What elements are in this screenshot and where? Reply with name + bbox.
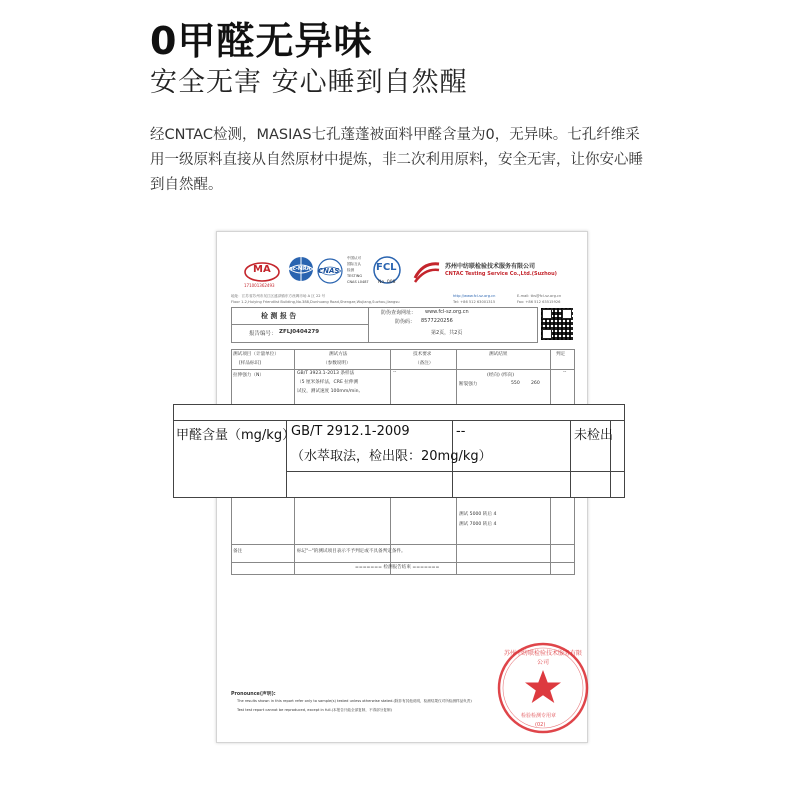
report-no-label: 报告编号： bbox=[249, 331, 277, 337]
fcl-logo bbox=[369, 254, 405, 292]
ma-text: MA bbox=[253, 264, 271, 275]
report-title: 检 测 报 告 bbox=[261, 312, 297, 320]
ma-code: 171001362493 bbox=[244, 283, 275, 288]
cnas-logo bbox=[315, 257, 345, 289]
pronounce-1: The results shown in this report refer only to sample(s) tested unless otherwise stated.(除非有其他说明，检测结果仅对所检测样品负责) bbox=[237, 699, 472, 703]
abrasion-row-2: 测试 7000 转后 4 bbox=[459, 522, 497, 527]
remark-label: 备注 bbox=[233, 549, 243, 554]
cert-line-2: 国际互认 bbox=[347, 262, 361, 266]
ilac-globe-icon bbox=[285, 256, 317, 292]
row1-result-label: 断裂强力 bbox=[459, 382, 478, 387]
header-req-sub: （备注） bbox=[415, 361, 434, 366]
header-judge: 判定 bbox=[556, 352, 566, 357]
cntac-logo bbox=[413, 258, 441, 284]
anti-fake-site-label: 防伪查询网址： bbox=[381, 310, 417, 316]
org-name-cn: 苏州中纺联检验技术服务有限公司 bbox=[445, 263, 536, 270]
overlay-method-l2: （水萃取法，检出限：20mg/kg） bbox=[291, 449, 492, 464]
headline: 0甲醛无异味 bbox=[150, 19, 373, 63]
cert-text-block bbox=[347, 256, 369, 290]
qr-code bbox=[541, 308, 573, 340]
cert-line-3: 检测 bbox=[347, 268, 354, 272]
row1-result-warp: 550 bbox=[511, 381, 520, 386]
fcl-no: No. 008 bbox=[378, 280, 396, 285]
org-name-en: CNTAC Testing Service Co.,Ltd.(Suzhou) bbox=[445, 271, 557, 277]
row1-result-dir: (经向) (纬向) bbox=[487, 373, 515, 378]
row1-item: 拉伸强力（N） bbox=[233, 373, 264, 378]
pronounce-label: Pronounce(声明): bbox=[231, 692, 276, 697]
cert-line-5: CNAS L0487 bbox=[347, 280, 369, 284]
row1-req: -- bbox=[393, 370, 397, 375]
ma-logo bbox=[243, 261, 281, 291]
page-info: 第2页，共2页 bbox=[431, 330, 463, 336]
subheadline: 安全无害 安心睡到自然醒 bbox=[150, 67, 468, 98]
stamp-code: (02) bbox=[535, 722, 546, 728]
header-item-sub: [样品标识] bbox=[239, 361, 261, 366]
remark-text: 标记"--"的测试项目表示不予判定或不具备判定条件。 bbox=[297, 549, 406, 554]
report-end: ======= 检测报告结束 ======= bbox=[355, 565, 440, 570]
overlay-result: 未检出 bbox=[574, 428, 614, 443]
anti-fake-site: www.fcl-sz.org.cn bbox=[425, 309, 469, 315]
stamp-text: 苏州中纺联检验技术服务有限公司 bbox=[503, 650, 582, 666]
anti-fake-code: 8577220256 bbox=[421, 318, 453, 324]
address-cn: 地址：江苏省苏州市吴江区盛泽镇东方丝绸市场 A 区 22 号 bbox=[231, 294, 326, 298]
pronounce-2: Test test report cannot be reproduced, except in full.(本报告只能全部复制，不得部分复制) bbox=[237, 708, 392, 712]
description: 经CNTAC检测，MASIAS七孔蓬蓬被面料甲醛含量为0，无异味。七孔纤维采用一级原料直接从自然原材中提炼，非二次利用原料，安全无害，让你安心睡到自然醒。 bbox=[150, 127, 643, 193]
row1-result-weft: 260 bbox=[531, 381, 540, 386]
header-method: 测试方法 bbox=[329, 352, 348, 357]
ilac-text: ilac-MRA bbox=[286, 266, 311, 272]
row1-method-l3: 试仪，测试速度 100mm/min, bbox=[297, 389, 361, 394]
abrasion-row-1: 测试 5000 转后 4 bbox=[459, 512, 497, 517]
formaldehyde-row-overlay bbox=[173, 404, 625, 498]
report-no: ZFLJ0404279 bbox=[279, 329, 320, 335]
header-item: 测试项目（计量单位） bbox=[233, 352, 279, 357]
overlay-method-l1: GB/T 2912.1-2009 bbox=[291, 424, 410, 439]
cert-line-4: TESTING bbox=[347, 274, 363, 278]
cnas-text: CNAS bbox=[318, 267, 340, 275]
header-req: 技术要求 bbox=[413, 352, 432, 357]
row1-method-l2: （5 厘米条样法，CRE 拉伸测 bbox=[297, 380, 359, 385]
website-link[interactable]: http://www.fcl-sz.org.cn bbox=[453, 294, 496, 298]
row1-judge: -- bbox=[563, 370, 567, 375]
fcl-text: FCL bbox=[376, 262, 397, 273]
tel-text: Tel: +86 512 63001315 bbox=[453, 300, 496, 304]
email-text: E-mail: tks@fcl-sz.org.cn bbox=[517, 294, 562, 298]
overlay-req: -- bbox=[456, 424, 466, 439]
cert-line-1: 中国认可 bbox=[347, 256, 361, 260]
address-en: Floor 1-2,Huiying Friendlist Building,No.388,Dunhuang Road,Shengze,Wujiang,Suzhou,Jiangsu bbox=[231, 300, 400, 304]
row1-method-l1: GB/T 3923.1-2013 条样法 bbox=[297, 371, 355, 376]
header-result: 测试结果 bbox=[489, 352, 508, 357]
header-method-sub: （参数说明） bbox=[323, 361, 351, 366]
cntac-flag-icon bbox=[413, 258, 441, 284]
ilac-logo bbox=[285, 256, 317, 292]
overlay-item: 甲醛含量（mg/kg） bbox=[176, 428, 296, 443]
fax-text: Fax: +86 512 63515926 bbox=[517, 300, 561, 304]
stamp-sub: 检验检测专用章 bbox=[521, 713, 557, 719]
anti-fake-code-label: 防伪码： bbox=[395, 319, 416, 325]
official-stamp bbox=[495, 640, 591, 736]
